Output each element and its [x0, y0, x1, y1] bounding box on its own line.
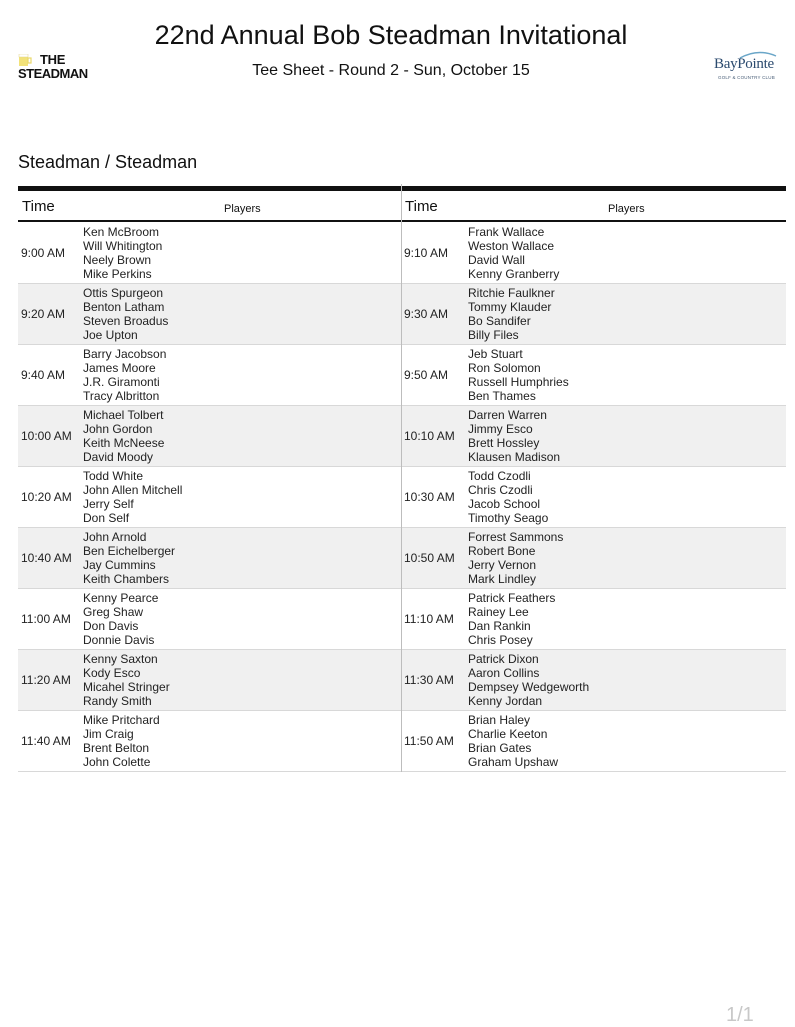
player-name: Mike Pritchard — [83, 713, 160, 727]
player-name: Jimmy Esco — [468, 422, 533, 436]
logo-text-the: THE — [40, 52, 66, 67]
tee-time-right: 11:50 AM — [404, 734, 454, 748]
player-name: Keith McNeese — [83, 436, 165, 450]
tee-time-right: 9:50 AM — [404, 368, 449, 382]
tee-time-right: 10:10 AM — [404, 429, 455, 443]
player-name: Robert Bone — [468, 544, 536, 558]
player-name: Billy Files — [468, 328, 519, 342]
table-header-row — [18, 194, 786, 222]
player-name: Don Davis — [83, 619, 139, 633]
player-name: Todd Czodli — [468, 469, 531, 483]
header-time-left: Time — [22, 198, 55, 215]
tee-time-left: 9:40 AM — [21, 368, 66, 382]
baypointe-logo — [712, 50, 786, 90]
page-title: 22nd Annual Bob Steadman Invitational — [154, 20, 628, 50]
player-group-right — [468, 469, 548, 525]
player-name: Neely Brown — [83, 253, 152, 267]
player-name: Jacob School — [468, 497, 541, 511]
player-name: Russell Humphries — [468, 375, 569, 389]
player-name: Don Self — [83, 511, 130, 525]
player-name: Jeb Stuart — [468, 347, 523, 361]
player-name: Bo Sandifer — [468, 314, 531, 328]
table-top-rule — [18, 186, 786, 191]
player-group-left — [83, 408, 164, 464]
player-name: Kenny Granberry — [468, 267, 560, 281]
player-name: Brian Gates — [468, 741, 532, 755]
section-title: Steadman / Steadman — [18, 152, 198, 172]
player-name: Kody Esco — [83, 666, 141, 680]
player-name: Timothy Seago — [468, 511, 549, 525]
header-players-left: Players — [224, 203, 261, 215]
tee-time-right: 9:30 AM — [404, 307, 449, 321]
player-name: Kenny Saxton — [83, 652, 158, 666]
column-divider — [401, 184, 402, 772]
player-name: Mark Lindley — [468, 572, 537, 586]
logo-text-baypointe: BayPointe — [714, 56, 774, 72]
tee-time-left: 11:00 AM — [21, 612, 71, 626]
player-group-right — [468, 713, 558, 769]
header-players-right: Players — [608, 203, 645, 215]
player-name: Kenny Pearce — [83, 591, 159, 605]
player-name: Brett Hossley — [468, 436, 540, 450]
player-name: Tracy Albritton — [83, 389, 160, 403]
player-name: Ben Eichelberger — [83, 544, 176, 558]
player-name: John Colette — [83, 755, 151, 769]
tee-time-right: 9:10 AM — [404, 246, 449, 260]
player-name: Jerry Vernon — [468, 558, 537, 572]
player-name: David Moody — [83, 450, 154, 464]
player-name: Frank Wallace — [468, 225, 545, 239]
table-row — [18, 467, 786, 528]
page-number: 1/1 — [726, 1004, 754, 1026]
player-name: Will Whitington — [83, 239, 163, 253]
player-group-left — [83, 286, 168, 342]
player-name: Rainey Lee — [468, 605, 529, 619]
tee-time-left: 9:20 AM — [21, 307, 66, 321]
player-name: James Moore — [83, 361, 156, 375]
player-name: Tommy Klauder — [468, 300, 552, 314]
player-group-left — [83, 530, 175, 586]
player-name: Joe Upton — [83, 328, 138, 342]
table-row — [18, 589, 786, 650]
player-name: Brian Haley — [468, 713, 531, 727]
tee-time-left: 10:40 AM — [21, 551, 72, 565]
player-name: Jim Craig — [83, 727, 134, 741]
player-name: Ron Solomon — [468, 361, 541, 375]
page-header — [0, 0, 795, 110]
player-name: Micahel Stringer — [83, 680, 170, 694]
tee-time-left: 10:00 AM — [21, 429, 72, 443]
player-group-right — [468, 652, 589, 708]
table-row — [18, 223, 786, 284]
logo-text-club: GOLF & COUNTRY CLUB — [718, 75, 775, 80]
player-group-left — [83, 347, 166, 403]
table-row — [18, 528, 786, 589]
tee-time-left: 11:40 AM — [21, 734, 71, 748]
player-name: Ben Thames — [468, 389, 536, 403]
player-group-right — [468, 225, 559, 281]
player-name: Aaron Collins — [468, 666, 540, 680]
player-group-left — [83, 225, 162, 281]
player-group-right — [468, 591, 555, 647]
player-name: Kenny Jordan — [468, 694, 543, 708]
player-name: Weston Wallace — [468, 239, 555, 253]
player-name: Benton Latham — [83, 300, 165, 314]
player-name: Darren Warren — [468, 408, 547, 422]
player-name: John Arnold — [83, 530, 147, 544]
tee-time-left: 9:00 AM — [21, 246, 66, 260]
player-name: Ken McBroom — [83, 225, 160, 239]
player-name: Mike Perkins — [83, 267, 152, 281]
player-name: Todd White — [83, 469, 144, 483]
header-time-right: Time — [405, 198, 438, 215]
player-name: Patrick Feathers — [468, 591, 556, 605]
player-name: Jerry Self — [83, 497, 134, 511]
player-name: Patrick Dixon — [468, 652, 539, 666]
player-name: Brent Belton — [83, 741, 150, 755]
player-name: J.R. Giramonti — [83, 375, 160, 389]
tee-time-right: 10:30 AM — [404, 490, 455, 504]
player-group-right — [468, 347, 569, 403]
player-name: Jay Cummins — [83, 558, 156, 572]
player-name: Chris Posey — [468, 633, 533, 647]
player-group-right — [468, 408, 560, 464]
player-name: Greg Shaw — [83, 605, 144, 619]
player-name: Chris Czodli — [468, 483, 533, 497]
table-row — [18, 711, 786, 772]
player-name: Graham Upshaw — [468, 755, 559, 769]
player-name: Michael Tolbert — [83, 408, 164, 422]
player-name: Forrest Sammons — [468, 530, 564, 544]
tee-time-right: 11:10 AM — [404, 612, 454, 626]
page-subtitle: Tee Sheet - Round 2 - Sun, October 15 — [252, 62, 530, 79]
tee-time-right: 10:50 AM — [404, 551, 455, 565]
player-group-right — [468, 286, 555, 342]
player-name: Klausen Madison — [468, 450, 561, 464]
player-name: Ottis Spurgeon — [83, 286, 164, 300]
player-group-left — [83, 469, 182, 525]
tee-time-left: 10:20 AM — [21, 490, 72, 504]
player-group-left — [83, 652, 170, 708]
player-name: Keith Chambers — [83, 572, 170, 586]
player-name: David Wall — [468, 253, 525, 267]
table-row — [18, 650, 786, 711]
player-name: Ritchie Faulkner — [468, 286, 555, 300]
player-name: Steven Broadus — [83, 314, 169, 328]
tee-time-left: 11:20 AM — [21, 673, 71, 687]
table-body — [18, 223, 786, 772]
player-group-right — [468, 530, 563, 586]
player-name: John Gordon — [83, 422, 153, 436]
player-name: Dan Rankin — [468, 619, 531, 633]
player-name: Charlie Keeton — [468, 727, 548, 741]
tee-time-right: 11:30 AM — [404, 673, 454, 687]
table-row — [18, 406, 786, 467]
table-row — [18, 345, 786, 406]
player-name: Barry Jacobson — [83, 347, 167, 361]
player-name: John Allen Mitchell — [83, 483, 183, 497]
player-name: Dempsey Wedgeworth — [468, 680, 590, 694]
logo-text-steadman: STEADMAN — [18, 66, 88, 81]
player-group-left — [83, 591, 158, 647]
player-name: Randy Smith — [83, 694, 152, 708]
player-group-left — [83, 713, 160, 769]
table-row — [18, 284, 786, 345]
player-name: Donnie Davis — [83, 633, 155, 647]
